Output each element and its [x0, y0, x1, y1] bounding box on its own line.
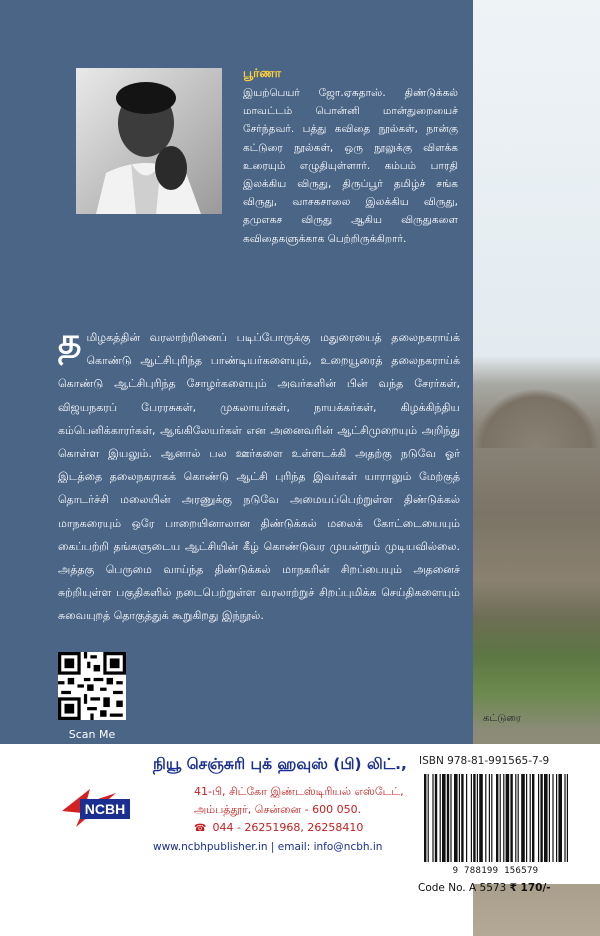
book-blurb	[58, 321, 460, 628]
author-portrait-image	[76, 68, 222, 214]
barcode-bar	[532, 774, 534, 862]
rock-hill-illustration	[473, 388, 600, 448]
barcode-bar	[432, 774, 433, 862]
barcode-bar	[428, 774, 429, 862]
barcode-bar	[440, 774, 441, 862]
isbn-barcode	[418, 770, 573, 880]
barcode-bar	[500, 774, 501, 862]
barcode-digits: 9 788199 156579	[452, 866, 539, 876]
barcode-bar	[544, 774, 548, 862]
publisher-website[interactable]: www.ncbhpublisher.in | email: info@ncbh.in	[153, 841, 383, 853]
barcode-bar	[530, 774, 531, 862]
barcode-bar	[450, 774, 451, 862]
barcode-bar	[424, 774, 426, 862]
author-photo	[76, 68, 222, 214]
author-name: பூர்ணா	[243, 66, 281, 80]
ncbh-logo	[56, 779, 136, 837]
barcode-bar	[521, 774, 525, 862]
barcode-bar	[538, 774, 539, 862]
barcode-bar	[459, 774, 460, 862]
barcode-bar	[515, 774, 516, 862]
barcode-bar	[447, 774, 449, 862]
barcode-bar	[473, 774, 475, 862]
barcode-bar	[491, 774, 492, 862]
barcode-bar	[552, 774, 553, 862]
barcode-bar	[510, 774, 512, 862]
code-number: Code No. A 5573	[418, 882, 507, 894]
barcode-bar	[564, 774, 565, 862]
publisher-phone-number: 044 - 26251968, 26258410	[212, 821, 364, 834]
qr-code-icon	[58, 652, 126, 720]
barcode-image	[418, 770, 573, 864]
barcode-bar	[506, 774, 510, 862]
publisher-address-line2: அம்பத்தூர், சென்னை - 600 050.	[194, 803, 362, 816]
publisher-phone	[194, 821, 363, 834]
author-bio: இயற்பெயர் ஜோ.ஏசுதாஸ். திண்டுக்கல் மாவட்டம் பொன்னி மான்துறையைச் சேர்ந்தவர். பத்து கவிதை நூல்கள், நான்கு கட்டுரை நூல்கள், ஒரு நூலுக்கு விளக்க உரையும் எழுதியுள்ளார். கம்பம் பாரதி இலக்கிய விருது, திருப்பூர் தமிழ்ச் சங்க விருது, வாசகசாலை இலக்கிய விருது, தமுஎகச விருது ஆகிய விருதுகளை கவிதைகளுக்காக பெற்றிருக்கிறார்.	[243, 87, 458, 245]
barcode-bar	[466, 774, 467, 862]
barcode-bar	[485, 774, 486, 862]
barcode-bar	[518, 774, 519, 862]
barcode-bar	[567, 774, 568, 862]
qr-code[interactable]	[58, 652, 126, 720]
barcode-bar	[479, 774, 483, 862]
blurb-text: மிழகத்தின் வரலாற்றினைப் படிப்போருக்கு மதுரையைத் தலைநகராய்க் கொண்டு ஆட்சிபுரிந்த பாண்டியர்களையும், உறையூரைத் தலைநகராய்க் கொண்டு ஆட்சிபுரிந்த சோழர்களையும் அவர்களின் பின் வந்த சேரர்கள், விஜயநகரப் பேரரசுகள், முகலாயர்கள், நாயக்கர்கள், கிழக்கிந்திய கம்பெனிக்காரர்கள், ஆங்கிலேயர்கள் என அனைவரின் ஆட்சிமுறையும் அறிந்து கொள்ள இயலும். ஆனால் பல ஊர்களை உள்ளடக்கி அதற்கு நடுவே ஓர் இடத்தை தலைநகராகக் கொண்டு ஆட்சி புரிந்த இவர்கள் யாராலும் மேற்குத் தொடர்ச்சி மலையின் அரணுக்கு நடுவே அமையப்பெற்றுள்ள திண்டுக்கல் மாநகரையும் ஒரே பாறையினாலான திண்டுக்கல் மலைக் கோட்டையையும் கைப்பற்றி தங்களுடைய ஆட்சியின் கீழ் கொண்டுவர முயன்றும் முடியவில்லை. அத்தகு பெருமை வாய்ந்த திண்டுக்கல் மாநகரின் சிறப்பையும் அதனைச் சுற்றியுள்ள பகுதிகளில் நடைபெற்றுள்ள வரலாற்றுச் சிறப்புமிக்க செய்திகளையும் சுவையுறத் தொகுத்துக் கூறுகிறது இந்நூல்.	[58, 331, 460, 623]
barcode-bar	[540, 774, 542, 862]
barcode-bar	[442, 774, 446, 862]
phone-icon: ☎	[194, 823, 207, 834]
price: ₹ 170/-	[509, 882, 551, 894]
barcode-bar	[489, 774, 490, 862]
barcode-bar	[477, 774, 478, 862]
barcode-bar	[471, 774, 472, 862]
qr-scan-label: Scan Me	[68, 728, 116, 741]
barcode-bar	[496, 774, 498, 862]
publisher-address-line1: 41-பி, சிட்கோ இண்டஸ்டிரியல் எஸ்டேட்,	[194, 785, 404, 798]
barcode-bar	[526, 774, 527, 862]
blurb-dropcap: த	[58, 321, 82, 362]
barcode-bar	[503, 774, 504, 862]
code-and-price	[418, 882, 551, 894]
barcode-bar	[435, 774, 437, 862]
isbn: ISBN 978-81-991565-7-9	[419, 755, 550, 767]
barcode-bar	[549, 774, 550, 862]
category-label: கட்டுரை	[483, 713, 521, 724]
barcode-bar	[454, 774, 458, 862]
svg-text:NCBH: NCBH	[84, 801, 126, 817]
barcode-bar	[461, 774, 463, 862]
publisher-name: நியூ செஞ்சுரி புக் ஹவுஸ் (பி) லிட்.,	[153, 755, 407, 773]
barcode-bar	[556, 774, 557, 862]
barcode-bar	[558, 774, 562, 862]
